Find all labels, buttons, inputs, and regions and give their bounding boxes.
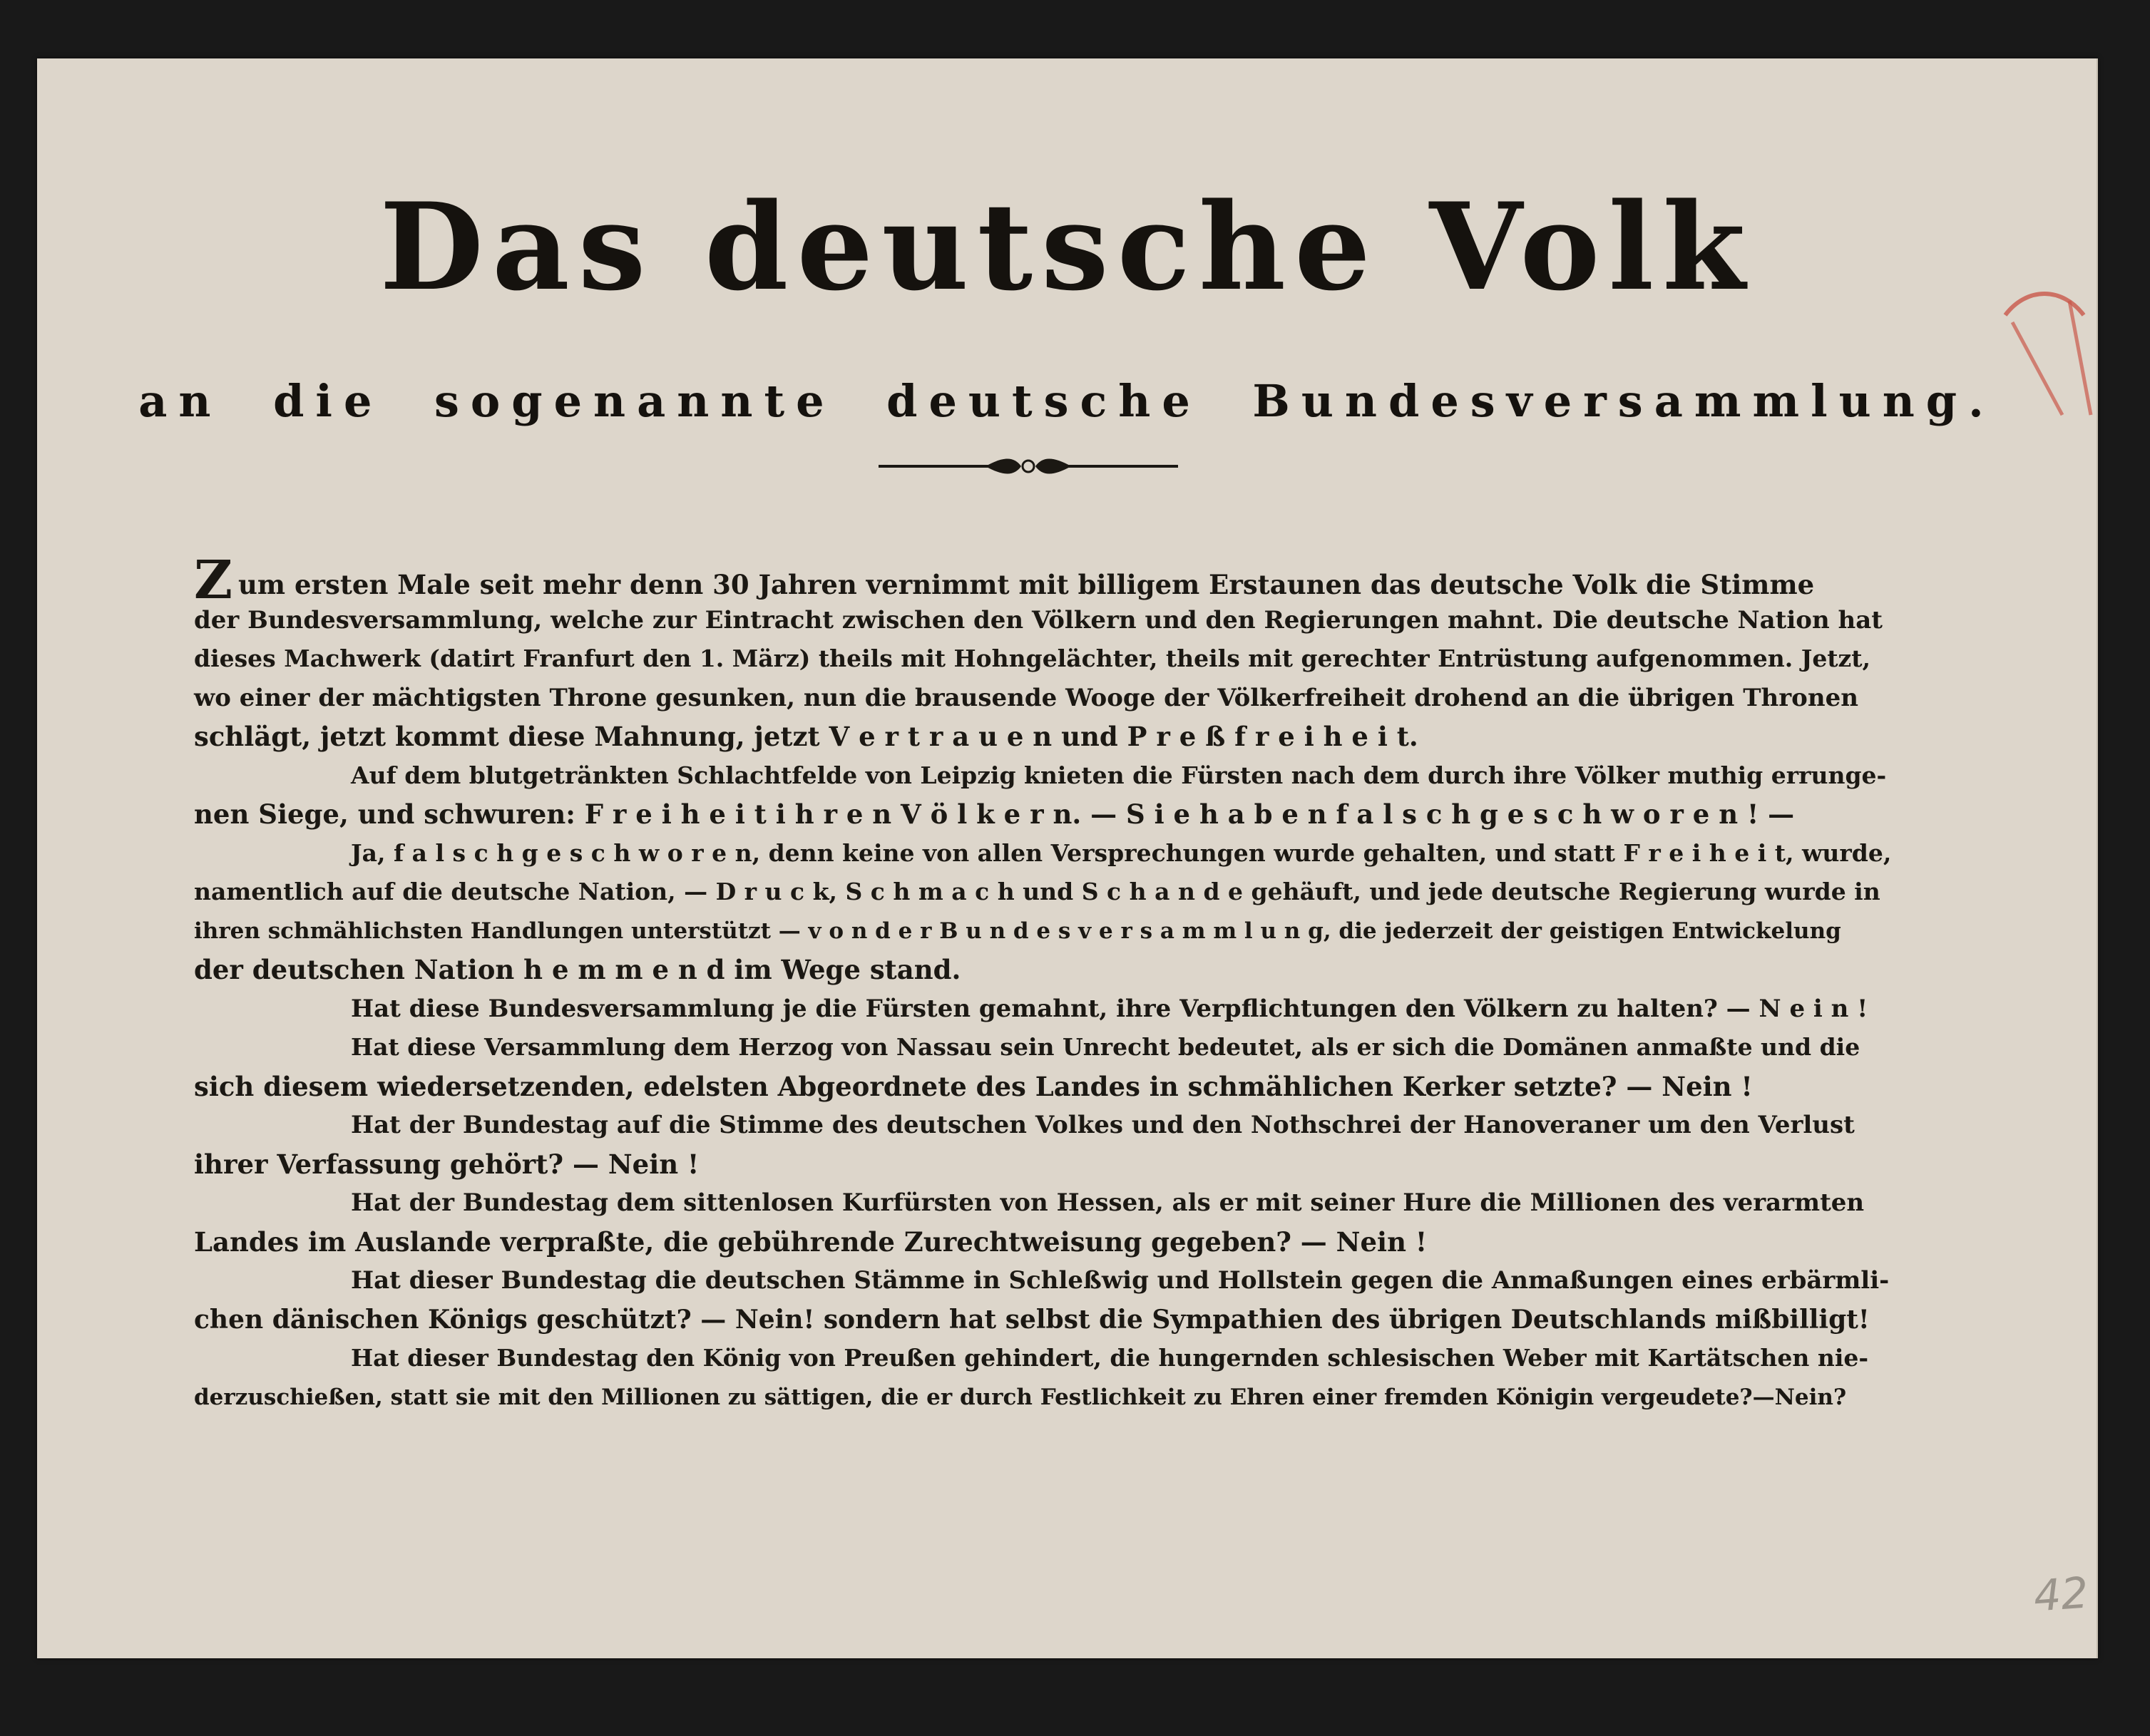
drop-cap: Z [194,550,233,611]
text-line-content: der deutschen Nation h e m m e n d im Wege stand. [194,954,961,985]
text-line [194,601,1891,640]
text-line [194,1145,1891,1184]
text-line [194,1028,1891,1067]
document-sheet [37,58,2098,1658]
text-line [194,1339,1891,1378]
text-line-content: namentlich auf die deutsche Nation, — D r u c k, S c h m a c h und S c h a n d e gehäuft, und jede deutsche Regierung wurde in [194,878,1880,905]
text-line-content: wo einer der mächtigsten Throne gesunken, nun die brausende Wooge der Völkerfreiheit drohend an die übrigen Thronen [194,683,1858,712]
text-line [194,550,1891,611]
text-line-content: ihren schmählichsten Handlungen unterstützt — v o n d e r B u n d e s v e r s a m m l u n g, die jederzeit der geistigen Entwickelung [194,918,1841,944]
text-line-content: nen Siege, und schwuren: F r e i h e i t i h r e n V ö l k e r n. — S i e h a b e n f a l s c h g e s c h w o r e n ! — [194,798,1795,830]
text-line [194,834,1891,873]
text-line-content: Hat diese Bundesversammlung je die Fürsten gemahnt, ihre Verpflichtungen den Völkern zu halten? — N e i n ! [351,994,1868,1023]
text-line [194,640,1891,679]
text-line-content: der Bundesversammlung, welche zur Eintracht zwischen den Völkern und den Regierungen mahnt. Die deutsche Nation hat [194,605,1883,635]
text-line-content: Auf dem blutgetränkten Schlachtfelde von Leipzig knieten die Fürsten nach dem durch ihre Völker muthig errunge- [351,761,1887,789]
text-line-content: Landes im Auslande verpraßte, die gebührende Zurechtweisung gegeben? — Nein ! [194,1226,1428,1258]
body-text [194,550,1892,1417]
text-line [194,1378,1891,1417]
text-line-content: Hat dieser Bundestag die deutschen Stämme in Schleßwig und Hollstein gegen die Anmaßungen eines erbärmli- [351,1266,1890,1295]
page-number: 42 [2032,1568,2090,1622]
red-pencil-mark [1998,272,2097,429]
text-line-content: schlägt, jetzt kommt diese Mahnung, jetzt V e r t r a u e n und P r e ß f r e i h e i t. [194,721,1418,752]
text-line-content: dieses Machwerk (datirt Franfurt den 1. März) theils mit Hohngelächter, theils mit gerechter Entrüstung aufgenommen. Jetzt, [194,644,1871,672]
text-line [194,717,1891,756]
text-line-content: Hat dieser Bundestag den König von Preußen gehindert, die hungernden schlesischen Weber mit Kartätschen nie- [351,1344,1869,1372]
text-line [194,1106,1891,1145]
document-title: Das deutsche Volk [379,176,1754,317]
text-line [194,990,1891,1029]
text-line-content: sich diesem wiedersetzenden, edelsten Abgeordnete des Landes in schmählichen Kerker setzte? — Nein ! [194,1070,1753,1102]
text-line [194,1067,1891,1106]
ornament-divider [879,452,1178,481]
document-subtitle: an die sogenannte deutsche Bundesversammlung. [138,375,1995,427]
text-line-content: chen dänischen Königs geschützt? — Nein! sondern hat selbst die Sympathien des übrigen Deutschlands mißbilligt! [194,1304,1870,1335]
text-line [194,679,1891,718]
text-line [194,950,1891,990]
text-line-content: Hat der Bundestag auf die Stimme des deutschen Volkes und den Nothschrei der Hanoveraner um den Verlust [351,1111,1855,1139]
text-line-content: ihrer Verfassung gehört? — Nein ! [194,1148,700,1180]
text-line-content: Ja, f a l s c h g e s c h w o r e n, denn keine von allen Versprechungen wurde gehalten, und statt F r e i h e i t, wurde, [351,838,1892,867]
text-line-content: derzuschießen, statt sie mit den Millionen zu sättigen, die er durch Festlichkeit zu Ehren einer fremden Königin vergeudete?—Nein? [194,1384,1847,1410]
text-line [194,912,1891,951]
text-line [194,1223,1891,1262]
text-line-content: Hat der Bundestag dem sittenlosen Kurfürsten von Hessen, als er mit seiner Hure die Millionen des verarmten [351,1188,1865,1217]
text-line [194,1300,1891,1340]
text-line [194,1261,1891,1300]
text-line [194,756,1891,796]
text-line-content: Hat diese Versammlung dem Herzog von Nassau sein Unrecht bedeutet, als er sich die Domänen anmaßte und die [351,1033,1860,1061]
text-line [194,1183,1891,1223]
text-line [194,873,1891,912]
text-line-content: um ersten Male seit mehr denn 30 Jahren vernimmt mit billigem Erstaunen das deutsche Volk die Stimme [238,569,1815,600]
text-line [194,795,1891,834]
